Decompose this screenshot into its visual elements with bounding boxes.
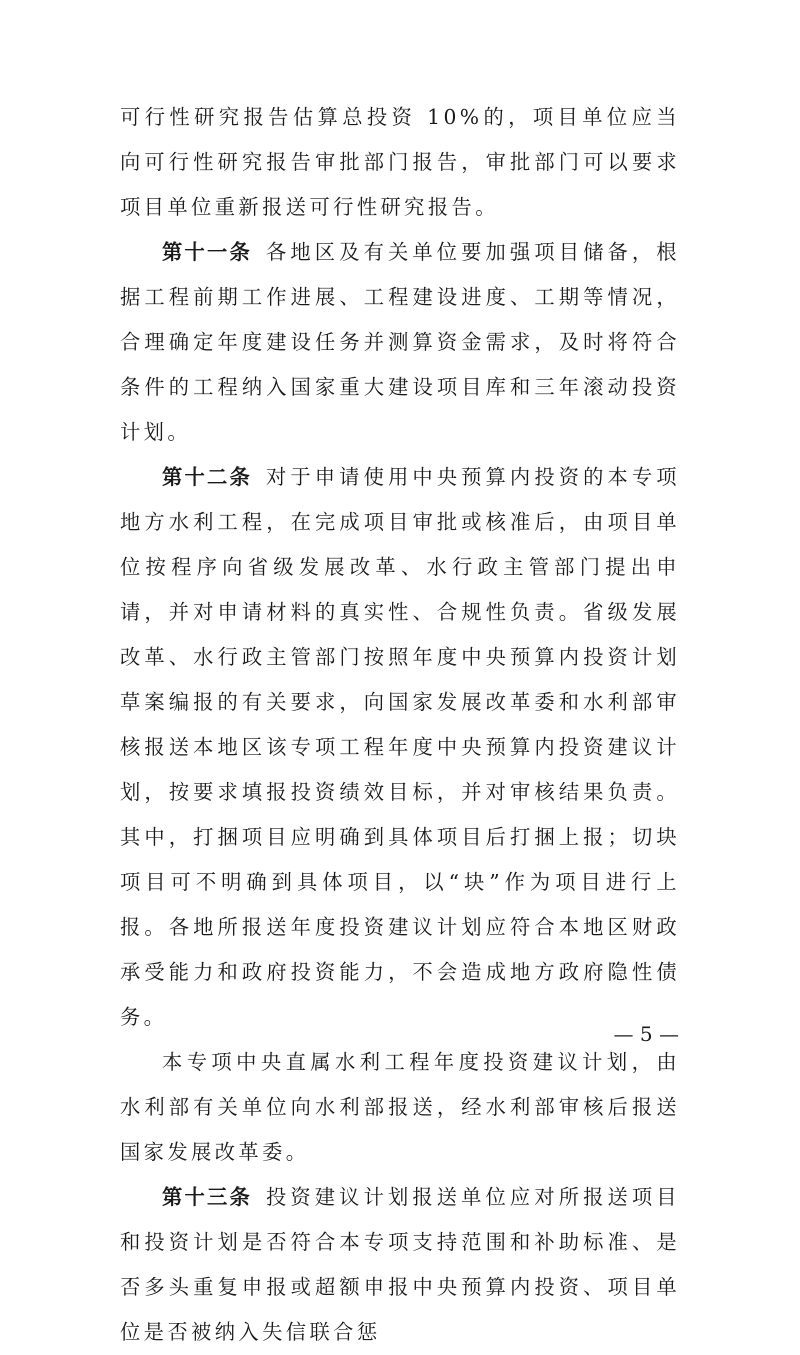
paragraph-central-projects [120,1040,680,1175]
article-heading: 第十一条 [162,240,252,264]
paragraph-article-11 [120,230,680,455]
article-heading: 第十三条 [162,1185,252,1209]
page-number: — 5 — [613,1022,679,1046]
article-heading: 第十二条 [162,465,252,489]
paragraph-continuation [120,95,680,230]
paragraph-text: 可行性研究报告估算总投资 10%的，项目单位应当向可行性研究报告审批部门报告，审批部门可以要求项目单位重新报送可行性研究报告。 [120,105,680,219]
paragraph-article-13 [120,1175,680,1355]
paragraph-article-12 [120,455,680,1040]
paragraph-text: 投资建议计划报送单位应对所报送项目和投资计划是否符合本专项支持范围和补助标准、是否多头重复申报或超额申报中央预算内投资、项目单位是否被纳入失信联合惩 [120,1185,680,1344]
paragraph-text: 各地区及有关单位要加强项目储备，根据工程前期工作进展、工程建设进度、工期等情况，合理确定年度建设任务并测算资金需求，及时将符合条件的工程纳入国家重大建设项目库和三年滚动投资计划。 [120,240,680,444]
paragraph-text: 对于申请使用中央预算内投资的本专项地方水利工程，在完成项目审批或核准后，由项目单位按程序向省级发展改革、水行政主管部门提出申请，并对申请材料的真实性、合规性负责。省级发展改革、水行政主管部门按照年度中央预算内投资计划草案编报的有关要求，向国家发展改革委和水利部审核报送本地区该专项工程年度中央预算内投资建议计划，按要求填报投资绩效目标，并对审核结果负责。其中，打捆项目应明确到具体项目后打捆上报；切块项目可不明确到具体项目，以“块”作为项目进行上报。各地所报送年度投资建议计划应符合本地区财政承受能力和政府投资能力，不会造成地方政府隐性债务。 [120,465,680,1029]
paragraph-text: 本专项中央直属水利工程年度投资建议计划，由水利部有关单位向水利部报送，经水利部审核后报送国家发展改革委。 [120,1050,680,1164]
document-body [120,95,680,1355]
